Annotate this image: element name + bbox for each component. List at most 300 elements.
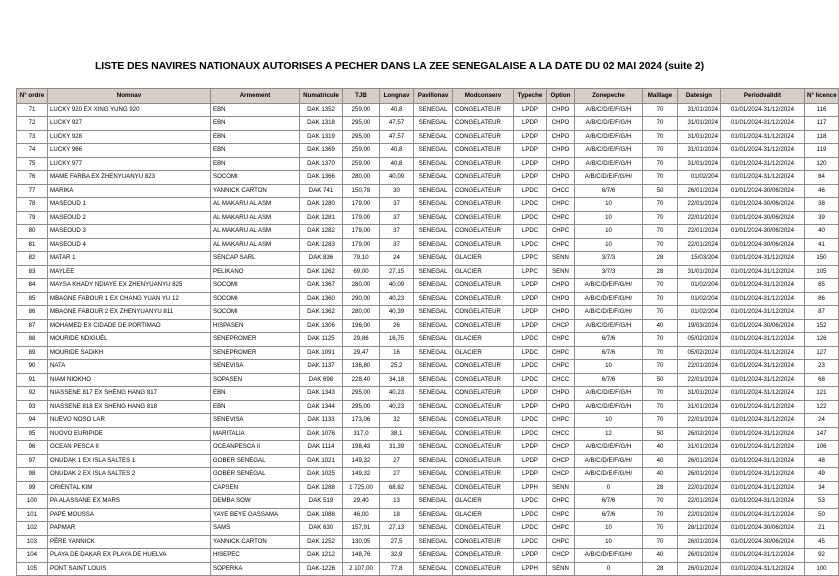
- cell-modconserv: CONGELATEUR: [453, 171, 514, 185]
- cell-maillage: 28: [643, 481, 678, 495]
- cell-typeche: LPDP: [514, 387, 547, 401]
- cell-typeche: LPDP: [514, 454, 547, 468]
- cell-zonepeche: A/B/C/D/E/F/G/H: [575, 130, 643, 144]
- cell-datesign: 05/02/2024: [678, 346, 721, 360]
- cell-pavillonav: SENEGAL: [414, 198, 453, 212]
- cell-pavillonav: SENEGAL: [414, 535, 453, 549]
- cell-armement: SENEVISA: [211, 414, 300, 428]
- cell-periodvalidit: 01/01/2024-30/06/2024: [721, 184, 805, 198]
- cell-option: SENN: [547, 481, 575, 495]
- cell-n-ordre: 93: [17, 400, 48, 414]
- cell-zonepeche: 12: [575, 427, 643, 441]
- table-row: [17, 198, 839, 212]
- cell-n-licence: 100: [805, 562, 839, 576]
- table-row: [17, 117, 839, 131]
- cell-armement: SENEPROMER: [211, 333, 300, 347]
- cell-modconserv: CONGELATEUR: [453, 360, 514, 374]
- table-row: [17, 508, 839, 522]
- cell-tjb: 179,00: [343, 211, 380, 225]
- cell-datesign: 26/02/2024: [678, 427, 721, 441]
- cell-nomnav: MBAGNE FABOUR 1 EX CHANG YUAN YU 12: [48, 292, 211, 306]
- cell-periodvalidit: 01/01/2024-30/06/2024: [721, 211, 805, 225]
- cell-tjb: 179,00: [343, 225, 380, 239]
- cell-option: CHPO: [547, 292, 575, 306]
- cell-zonepeche: A/B/C/D/E/F/G/H/: [575, 292, 643, 306]
- cell-n-ordre: 75: [17, 157, 48, 171]
- cell-periodvalidit: 01/01/2024-31/12/2024: [721, 360, 805, 374]
- cell-maillage: 40: [643, 468, 678, 482]
- table-row: [17, 373, 839, 387]
- cell-datesign: 31/01/2024: [678, 157, 721, 171]
- cell-tjb: 259,00: [343, 103, 380, 117]
- cell-n-ordre: 104: [17, 549, 48, 563]
- cell-nomnav: LUCKY 927: [48, 117, 211, 131]
- cell-periodvalidit: 01/01/2024-30/06/2024: [721, 319, 805, 333]
- cell-typeche: LPDC: [514, 508, 547, 522]
- cell-armement: MARITALIA: [211, 427, 300, 441]
- cell-nomnav: MAYSA KHADY NDIAYE EX ZHENYUANYU 825: [48, 279, 211, 293]
- cell-typeche: LPDP: [514, 319, 547, 333]
- column-header-datesign: Datesign: [678, 89, 721, 104]
- cell-numatricule: DAK 1352: [300, 103, 343, 117]
- cell-n-licence: 41: [805, 238, 839, 252]
- cell-longnav: 38,1: [380, 427, 414, 441]
- cell-numatricule: DAK 1133: [300, 414, 343, 428]
- cell-pavillonav: SENEGAL: [414, 495, 453, 509]
- cell-maillage: 70: [643, 130, 678, 144]
- cell-armement: SENEPROMER: [211, 346, 300, 360]
- cell-n-ordre: 101: [17, 508, 48, 522]
- cell-armement: AL MAKARU AL ASM: [211, 238, 300, 252]
- cell-periodvalidit: 01/01/2024-30/06/2024: [721, 535, 805, 549]
- cell-n-ordre: 77: [17, 184, 48, 198]
- cell-nomnav: MOURIDE SADIKH: [48, 346, 211, 360]
- cell-longnav: 40,39: [380, 306, 414, 320]
- cell-nomnav: ORIENTAL KIM: [48, 481, 211, 495]
- cell-n-ordre: 82: [17, 252, 48, 266]
- cell-numatricule: DAK-1226: [300, 562, 343, 576]
- cell-tjb: 196,00: [343, 319, 380, 333]
- cell-numatricule: DAK 1125: [300, 333, 343, 347]
- cell-numatricule: DAK 519: [300, 495, 343, 509]
- cell-n-licence: 50: [805, 508, 839, 522]
- cell-armement: EBN: [211, 117, 300, 131]
- cell-modconserv: CONGELATEUR: [453, 157, 514, 171]
- cell-armement: EBN: [211, 387, 300, 401]
- cell-tjb: 259,00: [343, 144, 380, 158]
- table-row: [17, 549, 839, 563]
- cell-longnav: 40,09: [380, 279, 414, 293]
- cell-option: CHPO: [547, 306, 575, 320]
- cell-datesign: 22/01/2024: [678, 211, 721, 225]
- cell-periodvalidit: 01/01/2024-31/12/2024: [721, 441, 805, 455]
- cell-numatricule: DAK 1288: [300, 481, 343, 495]
- cell-option: CHPC: [547, 535, 575, 549]
- cell-modconserv: CONGELATEUR: [453, 211, 514, 225]
- cell-nomnav: MOURIDE NDIGUÉL: [48, 333, 211, 347]
- cell-typeche: LPDC: [514, 211, 547, 225]
- cell-maillage: 70: [643, 238, 678, 252]
- cell-modconserv: GLACIER: [453, 252, 514, 266]
- cell-numatricule: DAK 1369: [300, 144, 343, 158]
- table-row: [17, 103, 839, 117]
- cell-option: SENN: [547, 252, 575, 266]
- cell-pavillonav: SENEGAL: [414, 414, 453, 428]
- cell-typeche: LPDC: [514, 360, 547, 374]
- cell-modconserv: CONGELATEUR: [453, 522, 514, 536]
- cell-nomnav: OCEAN PESCA II: [48, 441, 211, 455]
- cell-n-ordre: 85: [17, 292, 48, 306]
- cell-nomnav: MASEOUD 3: [48, 225, 211, 239]
- cell-maillage: 70: [643, 495, 678, 509]
- cell-zonepeche: 3/7/3: [575, 252, 643, 266]
- cell-numatricule: DAK 1280: [300, 198, 343, 212]
- cell-periodvalidit: 01/01/2024-31/12/2024: [721, 508, 805, 522]
- cell-pavillonav: SENEGAL: [414, 360, 453, 374]
- cell-nomnav: NUEVO NOSO LAR: [48, 414, 211, 428]
- cell-typeche: LPDC: [514, 495, 547, 509]
- cell-maillage: 28: [643, 265, 678, 279]
- cell-datesign: 31/01/2024: [678, 117, 721, 131]
- cell-typeche: LPDP: [514, 103, 547, 117]
- cell-pavillonav: SENEGAL: [414, 238, 453, 252]
- cell-tjb: 228,40: [343, 373, 380, 387]
- cell-armement: GOBER SENEGAL: [211, 454, 300, 468]
- cell-longnav: 32,9: [380, 549, 414, 563]
- cell-numatricule: DAK 1114: [300, 441, 343, 455]
- cell-n-ordre: 78: [17, 198, 48, 212]
- cell-zonepeche: 6/7/6: [575, 508, 643, 522]
- cell-periodvalidit: 01/01/2024-31/12/2024: [721, 157, 805, 171]
- cell-periodvalidit: 01/01/2024-31/12/2024: [721, 279, 805, 293]
- cell-datesign: 05/02/2024: [678, 333, 721, 347]
- table-row: [17, 346, 839, 360]
- cell-periodvalidit: 01/01/2024-31/12/2024: [721, 333, 805, 347]
- cell-longnav: 37: [380, 238, 414, 252]
- cell-longnav: 47,57: [380, 130, 414, 144]
- table-row: [17, 144, 839, 158]
- cell-pavillonav: SENEGAL: [414, 427, 453, 441]
- cell-periodvalidit: 01/01/2024-31/12/2024: [721, 306, 805, 320]
- cell-n-ordre: 99: [17, 481, 48, 495]
- cell-armement: SENCAP SARL: [211, 252, 300, 266]
- cell-typeche: LPDC: [514, 225, 547, 239]
- cell-armement: OCEANPESCA II: [211, 441, 300, 455]
- cell-longnav: 40,8: [380, 103, 414, 117]
- cell-zonepeche: 0: [575, 562, 643, 576]
- table-row: [17, 468, 839, 482]
- cell-longnav: 30: [380, 184, 414, 198]
- cell-typeche: LPDP: [514, 157, 547, 171]
- cell-zonepeche: 6/7/6: [575, 333, 643, 347]
- table-row: [17, 252, 839, 266]
- cell-datesign: 26/01/2024: [678, 535, 721, 549]
- cell-tjb: 136,80: [343, 360, 380, 374]
- cell-periodvalidit: 01/01/2024-30/06/2024: [721, 225, 805, 239]
- table-row: [17, 292, 839, 306]
- cell-n-licence: 39: [805, 211, 839, 225]
- cell-tjb: 280,00: [343, 171, 380, 185]
- cell-n-ordre: 97: [17, 454, 48, 468]
- cell-n-ordre: 98: [17, 468, 48, 482]
- cell-option: CHCP: [547, 454, 575, 468]
- cell-numatricule: DAK 1367: [300, 279, 343, 293]
- table-header-row: [17, 89, 839, 104]
- cell-nomnav: PLAYA DE DAKAR EX PLAYA DE HUELVA: [48, 549, 211, 563]
- column-header-n-ordre: N° ordre: [17, 89, 48, 104]
- cell-modconserv: CONGELATEUR: [453, 117, 514, 131]
- table-row: [17, 211, 839, 225]
- column-header-zonepeche: Zonepeche: [575, 89, 643, 104]
- cell-maillage: 70: [643, 414, 678, 428]
- cell-typeche: LPDP: [514, 400, 547, 414]
- cell-zonepeche: 6/7/6: [575, 495, 643, 509]
- cell-tjb: 317,0: [343, 427, 380, 441]
- cell-periodvalidit: 01/01/2024-31/12/2024: [721, 400, 805, 414]
- cell-typeche: LPDP: [514, 292, 547, 306]
- cell-n-licence: 40: [805, 225, 839, 239]
- cell-tjb: 179,00: [343, 238, 380, 252]
- cell-longnav: 26: [380, 319, 414, 333]
- cell-typeche: LPPH: [514, 481, 547, 495]
- cell-periodvalidit: 01/01/2024-31/12/2024: [721, 495, 805, 509]
- cell-nomnav: PÈRE YANNICK: [48, 535, 211, 549]
- cell-longnav: 40,23: [380, 292, 414, 306]
- cell-n-licence: 127: [805, 346, 839, 360]
- table-row: [17, 171, 839, 185]
- cell-n-ordre: 89: [17, 346, 48, 360]
- cell-typeche: LPDP: [514, 171, 547, 185]
- cell-armement: YANNICK CARTON: [211, 184, 300, 198]
- cell-numatricule: DAK 1212: [300, 549, 343, 563]
- cell-nomnav: NIASSENE 817 EX SHENG HANG 817: [48, 387, 211, 401]
- cell-option: CHPO: [547, 103, 575, 117]
- cell-longnav: 40,8: [380, 144, 414, 158]
- cell-maillage: 70: [643, 157, 678, 171]
- cell-tjb: 149,32: [343, 454, 380, 468]
- cell-n-ordre: 100: [17, 495, 48, 509]
- cell-zonepeche: 3/7/3: [575, 265, 643, 279]
- cell-option: CHPC: [547, 238, 575, 252]
- cell-pavillonav: SENEGAL: [414, 373, 453, 387]
- cell-option: CHCP: [547, 549, 575, 563]
- table-row: [17, 495, 839, 509]
- cell-nomnav: ONUDAK 1 EX ISLA SALTES 1: [48, 454, 211, 468]
- cell-pavillonav: SENEGAL: [414, 454, 453, 468]
- cell-maillage: 50: [643, 184, 678, 198]
- cell-typeche: LPDC: [514, 522, 547, 536]
- cell-typeche: LPDC: [514, 535, 547, 549]
- table-row: [17, 225, 839, 239]
- cell-datesign: 31/01/2024: [678, 400, 721, 414]
- cell-modconserv: CONGELATEUR: [453, 481, 514, 495]
- cell-maillage: 70: [643, 225, 678, 239]
- cell-n-ordre: 105: [17, 562, 48, 576]
- cell-pavillonav: SENEGAL: [414, 549, 453, 563]
- cell-tjb: 1 725,00: [343, 481, 380, 495]
- cell-zonepeche: A/B/C/D/E/F/G/H: [575, 319, 643, 333]
- cell-numatricule: DAK 1282: [300, 225, 343, 239]
- cell-zonepeche: A/B/C/D/E/F/G/H: [575, 400, 643, 414]
- cell-periodvalidit: 01/01/2024-31/12/2024: [721, 117, 805, 131]
- cell-tjb: 46,00: [343, 508, 380, 522]
- cell-longnav: 32: [380, 414, 414, 428]
- table-row: [17, 360, 839, 374]
- cell-n-licence: 126: [805, 333, 839, 347]
- cell-n-ordre: 103: [17, 535, 48, 549]
- cell-armement: AL MAKARU AL ASM: [211, 198, 300, 212]
- table-row: [17, 454, 839, 468]
- cell-modconserv: CONGELATEUR: [453, 198, 514, 212]
- cell-maillage: 70: [643, 171, 678, 185]
- cell-periodvalidit: 01/01/2024-30/06/2024: [721, 522, 805, 536]
- table-row: [17, 414, 839, 428]
- cell-periodvalidit: 01/01/2024-31/12/2024: [721, 562, 805, 576]
- column-header-maillage: Maillage: [643, 89, 678, 104]
- cell-typeche: LPDC: [514, 333, 547, 347]
- cell-modconserv: CONGELATEUR: [453, 400, 514, 414]
- cell-typeche: LPDP: [514, 279, 547, 293]
- cell-datesign: 22/01/2024: [678, 495, 721, 509]
- cell-maillage: 40: [643, 454, 678, 468]
- cell-zonepeche: 10: [575, 225, 643, 239]
- cell-zonepeche: A/B/C/D/E/F/G/H/: [575, 171, 643, 185]
- cell-option: CHPC: [547, 414, 575, 428]
- cell-modconserv: CONGELATEUR: [453, 292, 514, 306]
- cell-n-ordre: 83: [17, 265, 48, 279]
- cell-maillage: 70: [643, 522, 678, 536]
- cell-periodvalidit: 01/01/2024-31/12/2024: [721, 292, 805, 306]
- cell-pavillonav: SENEGAL: [414, 400, 453, 414]
- cell-zonepeche: 6/7/6: [575, 373, 643, 387]
- cell-armement: HISPASEN: [211, 319, 300, 333]
- cell-modconserv: CONGELATEUR: [453, 238, 514, 252]
- cell-datesign: 22/01/2024: [678, 225, 721, 239]
- cell-armement: DEMBA SOW: [211, 495, 300, 509]
- cell-datesign: 22/01/2024: [678, 198, 721, 212]
- cell-nomnav: MAME FARBA EX ZHENYUANYU 823: [48, 171, 211, 185]
- cell-n-ordre: 87: [17, 319, 48, 333]
- cell-typeche: LPDP: [514, 468, 547, 482]
- column-header-numatricule: Numatricule: [300, 89, 343, 104]
- cell-armement: SOCOMI: [211, 279, 300, 293]
- cell-n-licence: 119: [805, 144, 839, 158]
- cell-modconserv: CONGELATEUR: [453, 184, 514, 198]
- cell-periodvalidit: 01/01/2024-31/12/2024: [721, 171, 805, 185]
- cell-n-ordre: 71: [17, 103, 48, 117]
- cell-n-licence: 122: [805, 400, 839, 414]
- cell-n-licence: 87: [805, 306, 839, 320]
- cell-zonepeche: 10: [575, 211, 643, 225]
- cell-tjb: 198,43: [343, 441, 380, 455]
- cell-periodvalidit: 01/01/2024-31/12/2024: [721, 454, 805, 468]
- cell-armement: PELIKANO: [211, 265, 300, 279]
- cell-pavillonav: SENEGAL: [414, 306, 453, 320]
- cell-n-ordre: 95: [17, 427, 48, 441]
- cell-n-ordre: 84: [17, 279, 48, 293]
- table-row: [17, 306, 839, 320]
- cell-maillage: 40: [643, 441, 678, 455]
- cell-option: CHPC: [547, 508, 575, 522]
- cell-pavillonav: SENEGAL: [414, 252, 453, 266]
- cell-n-ordre: 88: [17, 333, 48, 347]
- cell-modconserv: CONGELATEUR: [453, 319, 514, 333]
- cell-datesign: 31/01/2024: [678, 130, 721, 144]
- cell-nomnav: LUCKY 977: [48, 157, 211, 171]
- cell-datesign: 22/01/2024: [678, 360, 721, 374]
- cell-zonepeche: A/B/C/D/E/F/G/H/: [575, 279, 643, 293]
- table-row: [17, 562, 839, 576]
- cell-pavillonav: SENEGAL: [414, 184, 453, 198]
- cell-n-ordre: 102: [17, 522, 48, 536]
- cell-longnav: 27: [380, 454, 414, 468]
- cell-pavillonav: SENEGAL: [414, 157, 453, 171]
- column-header-typeche: Typeche: [514, 89, 547, 104]
- cell-nomnav: LUCKY 966: [48, 144, 211, 158]
- cell-armement: AL MAKARU AL ASM: [211, 211, 300, 225]
- cell-datesign: 26/01/2024: [678, 562, 721, 576]
- cell-longnav: 37: [380, 211, 414, 225]
- cell-longnav: 40,23: [380, 400, 414, 414]
- table-row: [17, 387, 839, 401]
- cell-nomnav: NATA: [48, 360, 211, 374]
- cell-n-ordre: 94: [17, 414, 48, 428]
- cell-typeche: LPDC: [514, 198, 547, 212]
- cell-numatricule: DAK 1137: [300, 360, 343, 374]
- cell-option: CHPO: [547, 130, 575, 144]
- cell-nomnav: PAPMAR: [48, 522, 211, 536]
- cell-maillage: 70: [643, 508, 678, 522]
- column-header-longnav: Longnav: [380, 89, 414, 104]
- cell-numatricule: DAK 1283: [300, 238, 343, 252]
- cell-longnav: 77,8: [380, 562, 414, 576]
- cell-tjb: 280,00: [343, 279, 380, 293]
- cell-option: CHPO: [547, 157, 575, 171]
- cell-maillage: 70: [643, 117, 678, 131]
- cell-numatricule: DAK 1370: [300, 157, 343, 171]
- cell-tjb: 173,06: [343, 414, 380, 428]
- cell-datesign: 31/01/2024: [678, 387, 721, 401]
- cell-maillage: 70: [643, 211, 678, 225]
- cell-modconserv: CONGELATEUR: [453, 454, 514, 468]
- cell-numatricule: DAK 1319: [300, 130, 343, 144]
- cell-option: CHPC: [547, 211, 575, 225]
- cell-n-ordre: 92: [17, 387, 48, 401]
- cell-n-licence: 105: [805, 265, 839, 279]
- cell-typeche: LPPC: [514, 265, 547, 279]
- cell-n-licence: 117: [805, 117, 839, 131]
- cell-modconserv: CONGELATEUR: [453, 279, 514, 293]
- cell-n-licence: 48: [805, 454, 839, 468]
- cell-periodvalidit: 01/01/2024-31/12/2024: [721, 346, 805, 360]
- cell-nomnav: MARIKA: [48, 184, 211, 198]
- cell-pavillonav: SENEGAL: [414, 171, 453, 185]
- cell-numatricule: DAK 836: [300, 252, 343, 266]
- cell-datesign: 19/03/2024: [678, 319, 721, 333]
- cell-maillage: 70: [643, 400, 678, 414]
- table-row: [17, 238, 839, 252]
- page-title: LISTE DES NAVIRES NATIONAUX AUTORISES A PECHER DANS LA ZEE SENEGALAISE A LA DATE DU 02 MAI 2024 (suite 2): [94, 60, 705, 72]
- cell-longnav: 37: [380, 225, 414, 239]
- cell-pavillonav: SENEGAL: [414, 144, 453, 158]
- cell-option: CHCP: [547, 468, 575, 482]
- cell-tjb: 79,10: [343, 252, 380, 266]
- cell-maillage: 28: [643, 562, 678, 576]
- cell-longnav: 27: [380, 468, 414, 482]
- cell-n-licence: 53: [805, 495, 839, 509]
- cell-numatricule: DAK 741: [300, 184, 343, 198]
- cell-modconserv: CONGELATEUR: [453, 225, 514, 239]
